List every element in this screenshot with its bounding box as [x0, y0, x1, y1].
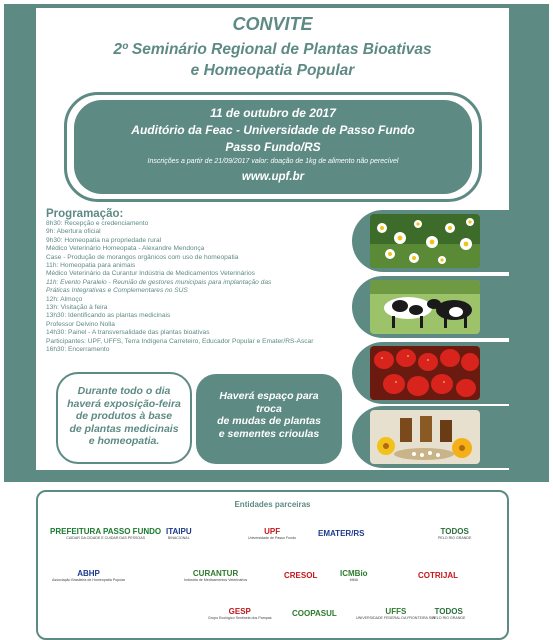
program-list [46, 220, 364, 355]
program-item: Práticas Integrativas e Complementares no SUS [46, 287, 188, 295]
troca-line: troca [256, 402, 282, 415]
partner-logo-name: COOPASUL [292, 608, 337, 618]
event-info-box [74, 100, 472, 194]
program-item: Médico Veterinário da Curantur Indústria de Medicamentos Veterinários [46, 270, 255, 278]
event-url[interactable]: www.upf.br [241, 171, 305, 183]
expo-line: e homeopatia. [88, 435, 160, 447]
program-item: 8h30: Recepção e credenciamento [46, 220, 149, 227]
registration-note: Inscrições a partir de 21/09/2017 valor: doação de 1kg de alimento não perecível [147, 158, 399, 165]
partner-logo-subtitle: BINACIONAL [167, 535, 190, 540]
partner-logo-subtitle: Associação Brasileira de Homeopatia Popular [52, 577, 126, 582]
partner-logo-subtitle: Universidade de Passo Fundo [248, 535, 297, 540]
partner-logo [184, 562, 247, 588]
partner-logo-subtitle: Grupo Ecológico Sentinela dos Pampas [208, 615, 272, 620]
program-item: Case - Produção de morangos orgânicos com uso de homeopatia [46, 253, 239, 261]
partner-logo [166, 520, 192, 546]
seed-exchange-box [196, 374, 342, 464]
homeopathy-remedies-image [370, 410, 480, 464]
expo-line: de produtos à base [75, 410, 173, 422]
partner-logo [438, 520, 471, 546]
partner-logo [356, 600, 436, 626]
partner-logo [248, 520, 296, 546]
partners-section [36, 490, 509, 640]
chamomile-flowers-image [370, 214, 480, 268]
partner-logo-subtitle: UNIVERSIDADE FEDERAL DA FRONTEIRA SUL [356, 615, 436, 620]
program-item: 13h: Visitação à feira [46, 304, 108, 312]
partner-logo-subtitle: PELO RIO GRANDE [432, 615, 466, 620]
partner-logo-name: CURANTUR [192, 568, 239, 578]
program-item: 12h: Almoço [46, 295, 83, 303]
expo-line: de plantas medicinais [69, 422, 179, 435]
title-convite: CONVITE [232, 14, 313, 34]
photo-frame [352, 406, 509, 468]
seminar-title-line1: 2º Seminário Regional de Plantas Bioativas [113, 41, 432, 58]
program-item: 11h: Evento Paralelo - Reunião de gestores municipais para implantação das [46, 278, 272, 286]
program-item: 9h30: Homeopatia na propriedade rural [46, 236, 162, 244]
program-item: 16h30: Encerramento [46, 346, 110, 354]
program-title: Programação: [46, 208, 124, 220]
partner-logo-subtitle: Indústria de Medicamentos Veterinários [184, 577, 248, 582]
partner-logo-subtitle: PELO RIO GRANDE [438, 535, 472, 540]
program-item: 9h: Abertura oficial [46, 228, 101, 236]
troca-line: e sementes crioulas [218, 427, 320, 440]
partner-logo-name: UFFS [385, 606, 407, 616]
partner-logo-subtitle: MMA [349, 577, 358, 582]
photo-frame [352, 276, 509, 338]
invitation-panel [36, 8, 509, 470]
program-item: Médico Veterinário Homeopata - Alexandre Mendonça [46, 245, 205, 253]
partner-logo-name: GESP [228, 606, 251, 616]
partner-logo-name: EMATER/RS [318, 528, 365, 538]
partner-logo [432, 600, 465, 626]
partner-logo-name: PREFEITURA PASSO FUNDO [50, 526, 162, 536]
program-item: 14h30: Painel - A transversalidade das plantas bioativas [46, 329, 210, 337]
event-date: 11 de outubro de 2017 [210, 106, 336, 120]
event-place: Auditório da Feac - Universidade de Passo Fundo [131, 123, 415, 137]
program-item: 11h: Homeopatia para animais [46, 262, 136, 270]
dairy-cows-image [370, 280, 480, 334]
partners-title: Entidades parceiras [234, 500, 311, 509]
troca-line: de mudas de plantas [217, 415, 321, 427]
event-city: Passo Fundo/RS [225, 140, 321, 154]
expo-fair-box [60, 376, 188, 460]
partner-logo-name: UPF [264, 526, 281, 536]
seminar-title-line2: e Homeopatia Popular [190, 62, 355, 79]
partner-logo-subtitle: CUIDAR DA CIDADE E CUIDAR DAS PESSOAS [66, 535, 145, 540]
partner-logo [418, 562, 458, 588]
partner-logo-name: TODOS [440, 526, 469, 536]
partner-logo [318, 520, 365, 546]
partner-logo-name: ITAIPU [166, 526, 192, 536]
partner-logo-name: ABHP [77, 568, 100, 578]
expo-line: Durante todo o dia [77, 385, 171, 397]
program-item: 13h30: Identificando as plantas medicinais [46, 312, 171, 320]
partner-logo-name: TODOS [434, 606, 463, 616]
program-item: Professor Delvino Nolla [46, 320, 115, 328]
partner-logo [284, 562, 317, 588]
partner-logo [292, 600, 337, 626]
partner-logo [50, 520, 161, 546]
troca-line: Haverá espaço para [219, 390, 319, 402]
expo-line: haverá exposição-feira [67, 397, 181, 410]
program-item: Participantes: UPF, UFFS, Terra Indígena Carreteiro, Educador Popular e Emater/RS-Ascar [46, 337, 314, 345]
partner-logo [52, 562, 125, 588]
strawberries-image [370, 346, 480, 400]
partner-logo-name: CRESOL [284, 570, 318, 580]
partner-logo-name: COTRIJAL [418, 570, 458, 580]
partner-logo-name: ICMBio [340, 568, 368, 578]
partner-logo [208, 600, 272, 626]
photo-frame [352, 210, 509, 272]
partner-logo [340, 562, 368, 588]
photo-frame [352, 342, 509, 404]
